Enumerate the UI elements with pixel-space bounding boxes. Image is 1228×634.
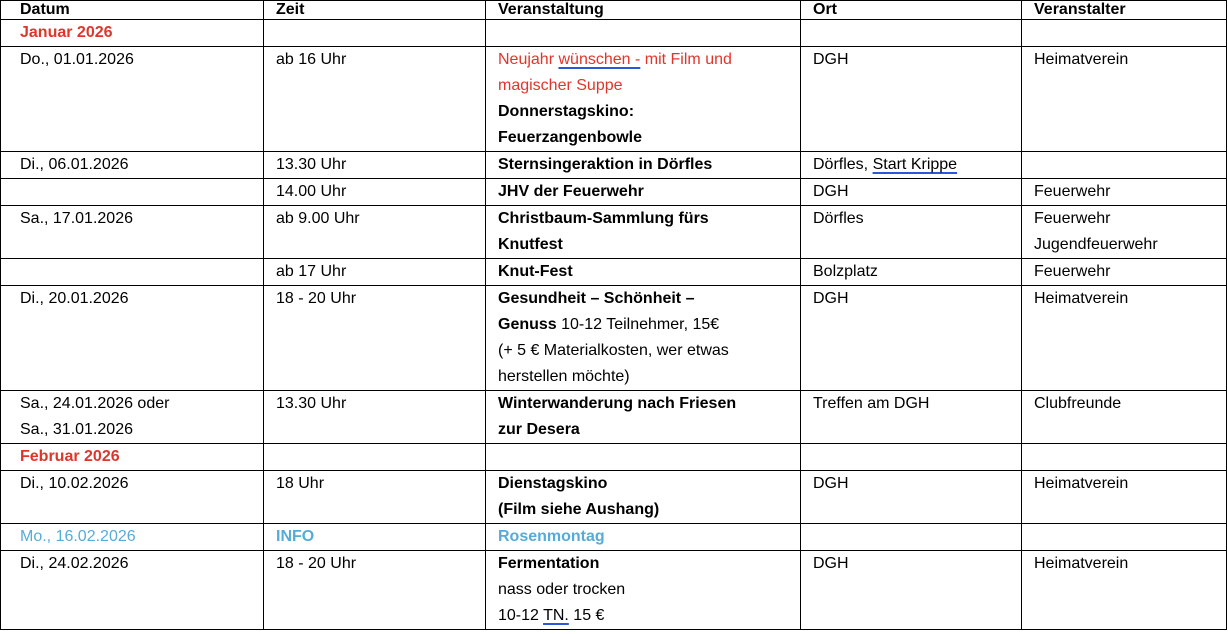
cell-ort — [801, 152, 1022, 179]
cell-veranstalter: Heimatverein — [1022, 551, 1227, 630]
spellcheck-word[interactable]: Start Krippe — [872, 156, 958, 173]
cell-zeit: 13.30 Uhr — [264, 152, 486, 179]
month-row — [1, 20, 1227, 47]
cell-veranstalter: Feuerwehr — [1022, 179, 1227, 206]
spellcheck-word[interactable]: TN. — [543, 607, 569, 624]
place-text: Dörfles, — [813, 156, 873, 173]
table-row — [1, 286, 1227, 391]
event-text: Donnerstagskino: — [498, 103, 635, 120]
empty-cell — [801, 444, 1022, 471]
event-text: (+ 5 € Materialkosten, wer etwas — [498, 342, 729, 359]
cell-ort: DGH — [801, 471, 1022, 524]
cell-datum: Sa., 17.01.2026 — [1, 206, 264, 259]
cell-veranstaltung: Rosenmontag — [486, 524, 801, 551]
cell-veranstaltung — [486, 206, 801, 259]
event-text: Gesundheit – Schönheit – — [498, 290, 695, 307]
cell-datum — [1, 391, 264, 444]
cell-datum: Mo., 16.02.2026 — [1, 524, 264, 551]
cell-zeit: 14.00 Uhr — [264, 179, 486, 206]
event-text: 15 € — [568, 607, 605, 624]
cell-zeit: 18 Uhr — [264, 471, 486, 524]
cell-veranstaltung — [486, 391, 801, 444]
cell-veranstalter: Heimatverein — [1022, 471, 1227, 524]
event-text: 10-12 Teilnehmer, 15€ — [556, 316, 720, 333]
empty-cell — [1022, 20, 1227, 47]
table-row — [1, 551, 1227, 630]
cell-veranstaltung: Knut-Fest — [486, 259, 801, 286]
cell-zeit: 18 - 20 Uhr — [264, 551, 486, 630]
cell-ort: Treffen am DGH — [801, 391, 1022, 444]
cell-zeit: ab 9.00 Uhr — [264, 206, 486, 259]
cell-datum: Di., 06.01.2026 — [1, 152, 264, 179]
event-text: Winterwanderung nach Friesen — [498, 395, 737, 412]
empty-cell — [801, 20, 1022, 47]
cell-ort: Dörfles — [801, 206, 1022, 259]
cell-datum: Di., 24.02.2026 — [1, 551, 264, 630]
cell-veranstaltung — [486, 471, 801, 524]
header-veranstaltung: Veranstaltung — [486, 1, 801, 20]
cell-zeit: 13.30 Uhr — [264, 391, 486, 444]
event-text: zur Desera — [498, 421, 580, 438]
event-text: herstellen möchte) — [498, 368, 630, 385]
event-text: magischer Suppe — [498, 77, 623, 94]
empty-cell — [486, 20, 801, 47]
organizer-text: Feuerwehr — [1034, 210, 1111, 227]
table-row — [1, 524, 1227, 551]
cell-veranstaltung — [486, 551, 801, 630]
spellcheck-word[interactable]: wünschen - — [558, 51, 641, 68]
table-row — [1, 206, 1227, 259]
cell-datum: Di., 10.02.2026 — [1, 471, 264, 524]
date-text: Sa., 24.01.2026 oder — [20, 395, 170, 412]
cell-veranstalter — [1022, 524, 1227, 551]
header-row — [1, 1, 1227, 20]
table-row — [1, 179, 1227, 206]
table-row — [1, 471, 1227, 524]
event-text: nass oder trocken — [498, 581, 626, 598]
cell-veranstalter — [1022, 206, 1227, 259]
month-label: Februar 2026 — [1, 444, 264, 471]
cell-veranstaltung: JHV der Feuerwehr — [486, 179, 801, 206]
event-text: 10-12 — [498, 607, 544, 624]
date-text: Sa., 31.01.2026 — [20, 421, 133, 438]
cell-veranstaltung — [486, 286, 801, 391]
organizer-text: Jugendfeuerwehr — [1034, 236, 1158, 253]
event-text: Genuss — [498, 316, 557, 333]
cell-zeit: ab 16 Uhr — [264, 47, 486, 152]
event-text: Knutfest — [498, 236, 563, 253]
cell-zeit: 18 - 20 Uhr — [264, 286, 486, 391]
event-text: Dienstagskino — [498, 475, 608, 492]
cell-ort: DGH — [801, 551, 1022, 630]
cell-veranstalter: Feuerwehr — [1022, 259, 1227, 286]
empty-cell — [264, 444, 486, 471]
event-text: Neujahr — [498, 51, 559, 68]
event-text: mit Film und — [640, 51, 732, 68]
cell-ort: DGH — [801, 179, 1022, 206]
header-veranstalter: Veranstalter — [1022, 1, 1227, 20]
month-label: Januar 2026 — [1, 20, 264, 47]
header-zeit: Zeit — [264, 1, 486, 20]
header-datum: Datum — [1, 1, 264, 20]
cell-veranstaltung: Sternsingeraktion in Dörfles — [486, 152, 801, 179]
header-ort: Ort — [801, 1, 1022, 20]
empty-cell — [486, 444, 801, 471]
cell-zeit: INFO — [264, 524, 486, 551]
cell-datum: Di., 20.01.2026 — [1, 286, 264, 391]
event-text: Fermentation — [498, 555, 600, 572]
empty-cell — [264, 20, 486, 47]
cell-datum — [1, 179, 264, 206]
cell-datum: Do., 01.01.2026 — [1, 47, 264, 152]
cell-ort — [801, 524, 1022, 551]
table-row — [1, 152, 1227, 179]
cell-veranstalter — [1022, 152, 1227, 179]
cell-veranstalter: Clubfreunde — [1022, 391, 1227, 444]
table-row — [1, 259, 1227, 286]
cell-veranstalter: Heimatverein — [1022, 286, 1227, 391]
event-text: (Film siehe Aushang) — [498, 501, 660, 518]
table-row — [1, 47, 1227, 152]
cell-veranstalter: Heimatverein — [1022, 47, 1227, 152]
cell-ort: Bolzplatz — [801, 259, 1022, 286]
cell-ort: DGH — [801, 286, 1022, 391]
empty-cell — [1022, 444, 1227, 471]
cell-ort: DGH — [801, 47, 1022, 152]
table-row — [1, 391, 1227, 444]
month-row — [1, 444, 1227, 471]
cell-datum — [1, 259, 264, 286]
cell-veranstaltung — [486, 47, 801, 152]
cell-zeit: ab 17 Uhr — [264, 259, 486, 286]
event-text: Christbaum-Sammlung fürs — [498, 210, 709, 227]
event-text: Feuerzangenbowle — [498, 129, 643, 146]
